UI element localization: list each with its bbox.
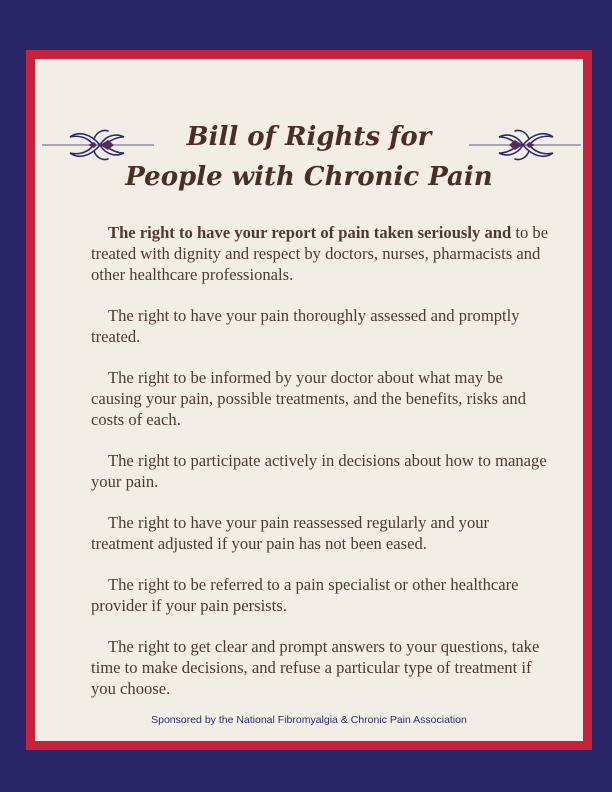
page-title — [35, 117, 583, 197]
document-page — [35, 59, 583, 741]
right-text: to be treated with dignity and respect by doctors, nurses, pharmacists and other healthcare professionals. — [91, 223, 549, 284]
right-lead-text: The right to have your report of pain taken seriously and — [108, 223, 512, 242]
right-item — [91, 450, 551, 492]
right-item — [91, 222, 551, 285]
right-text: The right to participate actively in decisions about how to manage your pain. — [91, 451, 547, 491]
right-item — [91, 367, 551, 430]
sponsor-credit: Sponsored by the National Fibromyalgia & Chronic Pain Association — [151, 714, 467, 726]
right-item — [91, 305, 551, 347]
right-item — [91, 574, 551, 616]
rights-list — [91, 222, 551, 719]
right-item — [91, 636, 551, 699]
right-item — [91, 512, 551, 554]
right-text: The right to be informed by your doctor about what may be causing your pain, possible treatments, and the benefits, risks and costs of each. — [91, 368, 527, 429]
title-line-1: Bill of Rights for — [186, 122, 432, 152]
right-text: The right to have your pain reassessed regularly and your treatment adjusted if your pain has not been eased. — [91, 513, 490, 553]
right-text: The right to be referred to a pain specialist or other healthcare provider if your pain persists. — [91, 575, 519, 615]
title-line-2: People with Chronic Pain — [125, 162, 493, 192]
right-text: The right to get clear and prompt answers to your questions, take time to make decisions, and refuse a particular type of treatment if you choose. — [91, 637, 540, 698]
right-text: The right to have your pain thoroughly assessed and promptly treated. — [91, 306, 520, 346]
